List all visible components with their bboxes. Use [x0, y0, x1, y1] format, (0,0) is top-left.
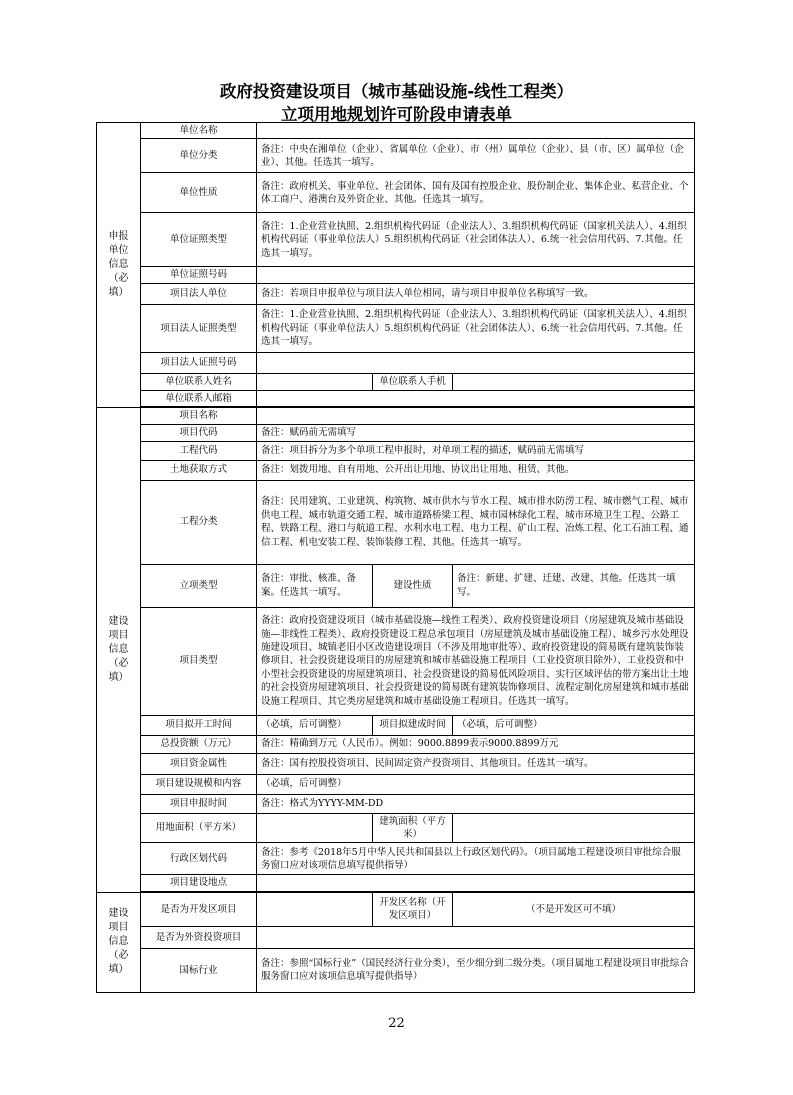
legal-cert-no-field[interactable]: [257, 352, 695, 373]
unit-name-field[interactable]: [257, 123, 695, 139]
total-invest-field[interactable]: 备注：精确到万元（人民币）。例如：9000.8899表示9000.8899万元: [257, 735, 695, 753]
label-contact-name: 单位联系人姓名: [141, 373, 257, 390]
label-fund-attr: 项目资金属性: [141, 753, 257, 774]
label-contact-email: 单位联系人邮箱: [141, 390, 257, 406]
section-project-info: 建设项目信息（必填）: [97, 408, 141, 893]
industry-field[interactable]: 备注：参照“国标行业”（国民经济行业分类），至少细分到二级分类。（项目属地工程建设项目审批综合服务窗口应对该项信息填写提供指导）: [257, 948, 695, 992]
label-location: 项目建设地点: [141, 875, 257, 891]
project-code-field[interactable]: 备注：赋码前无需填写: [257, 424, 695, 441]
label-unit-nature: 单位性质: [141, 173, 257, 213]
eng-code-field[interactable]: 备注：项目拆分为多个单项工程申报时，对单项工程的描述，赋码前无需填写: [257, 441, 695, 460]
scale-field[interactable]: （必填，后可调整）: [257, 774, 695, 794]
project-type-field[interactable]: 备注：政府投资建设项目（城市基础设施—线性工程类）、政府投资建设项目（房屋建筑及城市基础设施—非线性工程类）、政府投资建设工程总承包项目（房屋建筑及城市基础设施工程）、城乡污水处理设施建设项目、城镇老旧小区改造建设项目（不涉及用地审批等）、政府投资建设的简易既有建筑装饰装修项目、社会投资建设项目的房屋建筑和城市基础设施工程项目（工业投资项目除外）、工业投资和中小型社会投资建设的房屋建筑项目、社会投资建设的简易低风险项目、实行区域评估的带方案出让土地的社会投资房屋建筑项目、社会投资建设的简易既有建筑装饰修项目、流程定制化房屋建筑和城市基础设施工程项目、其它类房屋建筑和城市基础设施工程项目。任选其一填写。: [257, 607, 695, 715]
label-land-method: 土地获取方式: [141, 460, 257, 480]
label-region-code: 行政区划代码: [141, 843, 257, 875]
label-apply-time: 项目申报时间: [141, 794, 257, 813]
unit-cert-no-field[interactable]: [257, 267, 695, 283]
land-area-field[interactable]: [257, 813, 373, 843]
location-field[interactable]: [257, 875, 695, 891]
page-subtitle: 立项用地规划许可阶段申请表单: [281, 105, 512, 124]
label-legal-cert-no: 项目法人证照号码: [141, 352, 257, 373]
foreign-field[interactable]: [257, 926, 695, 948]
unit-category-field[interactable]: 备注：中央在湘单位（企业）、省属单位（企业）、市（州）属单位（企业）、县（市、区）属单位（企业）、其他。任选其一填写。: [257, 139, 695, 173]
fund-attr-field[interactable]: 备注：国有控股投资项目、民间固定资产投资项目、其他项目。任选其一填写。: [257, 753, 695, 774]
eng-category-field[interactable]: 备注：民用建筑、工业建筑、构筑物、城市供水与节水工程、城市排水防涝工程、城市燃气工程、城市供电工程、城市轨道交通工程、城市道路桥梁工程、城市园林绿化工程、城市环境卫生工程、公路工程、铁路工程、港口与航道工程、水利水电工程、电力工程、矿山工程、冶炼工程、化工石油工程、通信工程、机电安装工程、装饰装修工程、其他。任选其一填写。: [257, 480, 695, 564]
dev-zone-name-field[interactable]: （不是开发区可不填）: [453, 892, 695, 926]
label-land-area: 用地面积（平方米）: [141, 813, 257, 843]
label-scale: 项目建设规模和内容: [141, 774, 257, 794]
label-start-time: 项目拟开工时间: [141, 715, 257, 735]
label-eng-category: 工程分类: [141, 480, 257, 564]
contact-email-field[interactable]: [257, 390, 695, 406]
label-unit-category: 单位分类: [141, 139, 257, 173]
dev-zone-field[interactable]: [257, 892, 373, 926]
section-project-info-2: 建设项目信息（必填）: [97, 892, 141, 992]
label-finish-time: 项目拟建成时间: [373, 715, 453, 735]
contact-name-field[interactable]: [257, 373, 373, 390]
unit-nature-field[interactable]: 备注：政府机关、事业单位、社会团体、国有及国有控股企业、股份制企业、集体企业、私营企业、个体工商户、港澳台及外资企业、其他。任选其一填写。: [257, 173, 695, 213]
section-applicant-info: 申报单位信息（必填）: [97, 123, 141, 408]
contact-phone-field[interactable]: [453, 373, 695, 390]
land-method-field[interactable]: 备注：划拨用地、自有用地、公开出让用地、协议出让用地、租赁、其他。: [257, 460, 695, 480]
label-dev-zone: 是否为开发区项目: [141, 892, 257, 926]
label-build-nature: 建设性质: [373, 564, 453, 607]
label-industry: 国标行业: [141, 948, 257, 992]
build-area-field[interactable]: [453, 813, 695, 843]
label-approval-type: 立项类型: [141, 564, 257, 607]
label-unit-cert-type: 单位证照类型: [141, 213, 257, 267]
label-contact-phone: 单位联系人手机: [373, 373, 453, 390]
start-time-field[interactable]: （必填，后可调整）: [257, 715, 373, 735]
label-eng-code: 工程代码: [141, 441, 257, 460]
label-project-type: 项目类型: [141, 607, 257, 715]
page-number: 22: [388, 1016, 405, 1031]
label-unit-cert-no: 单位证照号码: [141, 267, 257, 283]
label-build-area: 建筑面积（平方米）: [373, 813, 453, 843]
label-legal-unit: 项目法人单位: [141, 283, 257, 304]
label-foreign: 是否为外资投资项目: [141, 926, 257, 948]
region-code-field[interactable]: 备注：参考《2018年5月中华人民共和国县以上行政区划代码》。（项目属地工程建设项目审批综合服务窗口应对该项信息填写提供指导）: [257, 843, 695, 875]
page-title: 政府投资建设项目（城市基础设施-线性工程类）: [219, 82, 574, 101]
unit-cert-type-field[interactable]: 备注：1.企业营业执照、2.组织机构代码证（企业法人）、3.组织机构代码证（国家机关法人）、4.组织机构代码证（事业单位法人）5.组织机构代码证（社会团体法人）、6.统一社会信用代码、7.其他。任选其一填写。: [257, 213, 695, 267]
label-legal-cert-type: 项目法人证照类型: [141, 304, 257, 352]
finish-time-field[interactable]: （必填，后可调整）: [453, 715, 695, 735]
label-unit-name: 单位名称: [141, 123, 257, 139]
label-dev-zone-name: 开发区名称（开发区项目）: [373, 892, 453, 926]
build-nature-field[interactable]: 备注：新建、扩建、迁建、改建、其他。任选其一填写。: [453, 564, 695, 607]
apply-time-field[interactable]: 备注：格式为YYYY-MM-DD: [257, 794, 695, 813]
application-form-table: [96, 122, 695, 993]
legal-unit-field[interactable]: 备注：若项目申报单位与项目法人单位相同，请与项目申报单位名称填写一致。: [257, 283, 695, 304]
label-project-name: 项目名称: [141, 408, 257, 424]
label-project-code: 项目代码: [141, 424, 257, 441]
legal-cert-type-field[interactable]: 备注：1.企业营业执照、2.组织机构代码证（企业法人）、3.组织机构代码证（国家机关法人）、4.组织机构代码证（事业单位法人）5.组织机构代码证（社会团体法人）、6.统一社会信用代码、7.其他。任选其一填写。: [257, 304, 695, 352]
project-name-field[interactable]: [257, 408, 695, 424]
label-total-invest: 总投资额（万元）: [141, 735, 257, 753]
approval-type-field[interactable]: 备注：审批、核准、备案。任选其一填写。: [257, 564, 373, 607]
